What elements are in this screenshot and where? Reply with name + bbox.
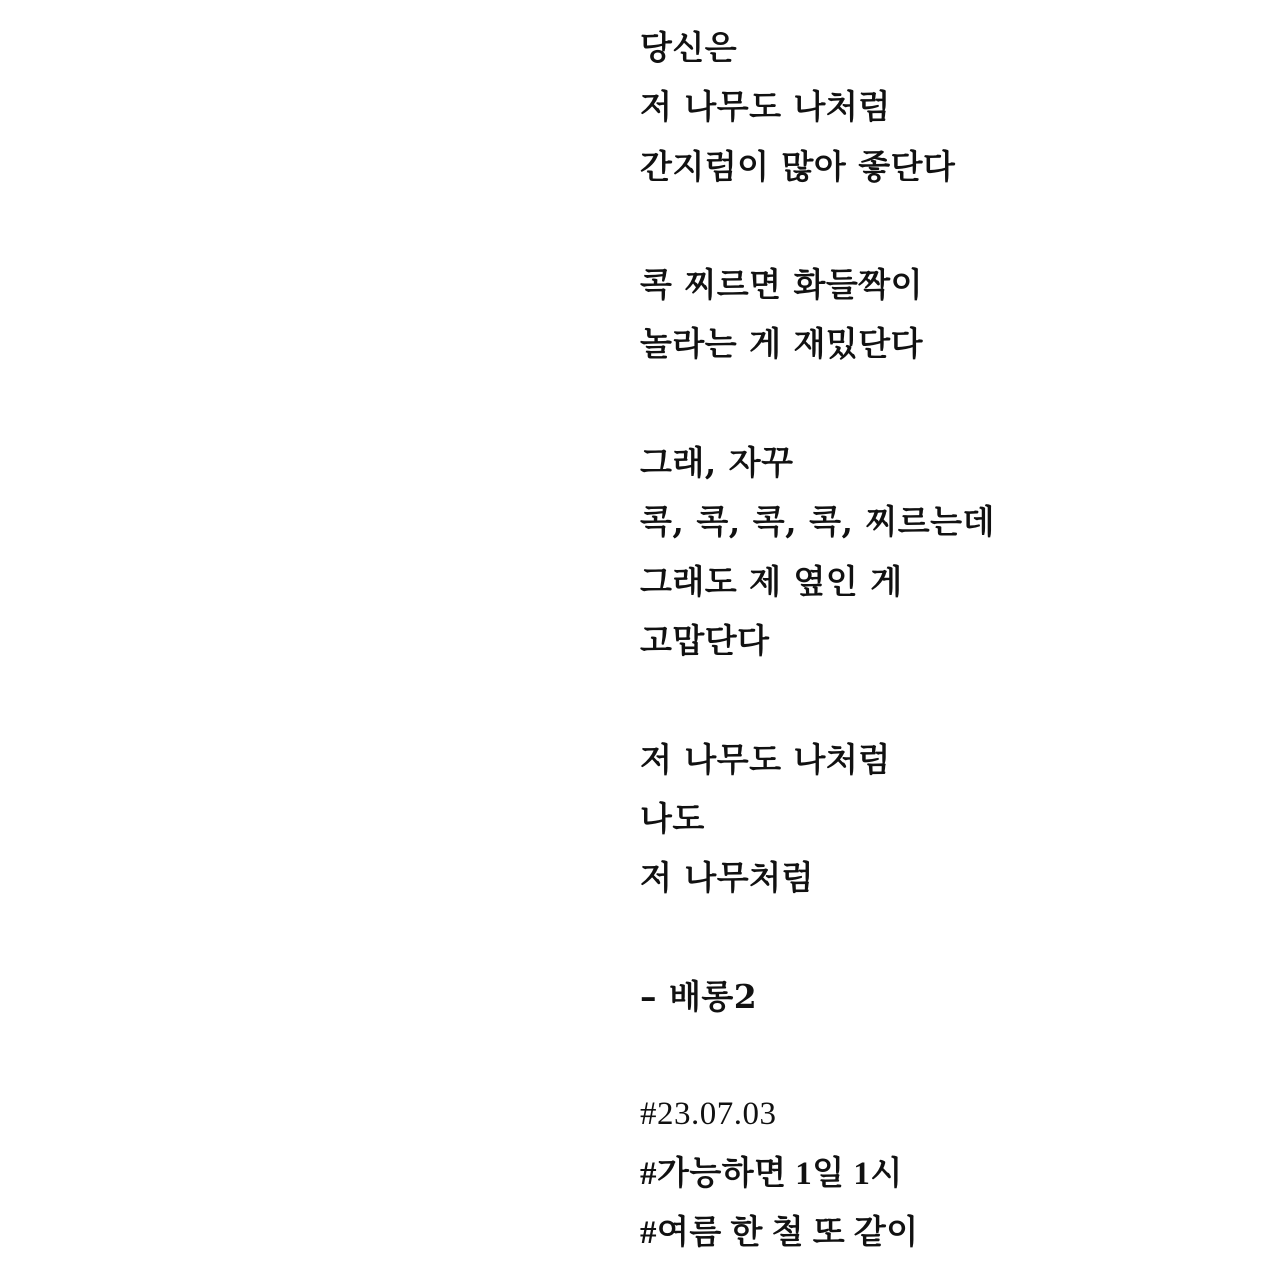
hashtag: #여름 한 철 또 같이 bbox=[640, 1214, 919, 1251]
poem-text bbox=[640, 18, 1260, 1263]
poem-line: 놀라는 게 재밌단다 bbox=[640, 324, 924, 364]
poem-line: 고맙단다 bbox=[640, 620, 770, 660]
stanza-break bbox=[640, 374, 1260, 433]
stanza-break bbox=[640, 196, 1260, 255]
stanza-break bbox=[640, 1026, 1260, 1085]
poem-line: 저 나무도 나처럼 bbox=[640, 739, 891, 779]
poem-line: 콕 찌르면 화들짝이 bbox=[640, 265, 924, 305]
poem-line: 저 나무도 나처럼 bbox=[640, 87, 891, 127]
poem-line: 저 나무처럼 bbox=[640, 858, 814, 898]
poem-line: 그래도 제 옆인 게 bbox=[640, 561, 903, 601]
poem-line: 콕, 콕, 콕, 콕, 찌르는데 bbox=[640, 502, 995, 542]
poem-line: 그래, 자꾸 bbox=[640, 443, 794, 483]
hashtag: #가능하면 1일 1시 bbox=[640, 1155, 903, 1192]
poem-line: 당신은 bbox=[640, 28, 738, 67]
poem-line: 간지럼이 많아 좋단다 bbox=[640, 146, 956, 186]
poem-line: 나도 bbox=[640, 798, 705, 838]
poem-signature: – 배롱2 bbox=[640, 976, 758, 1016]
hashtag-date: #23.07.03 bbox=[640, 1096, 777, 1133]
stanza-break bbox=[640, 907, 1260, 966]
stanza-break bbox=[640, 670, 1260, 729]
